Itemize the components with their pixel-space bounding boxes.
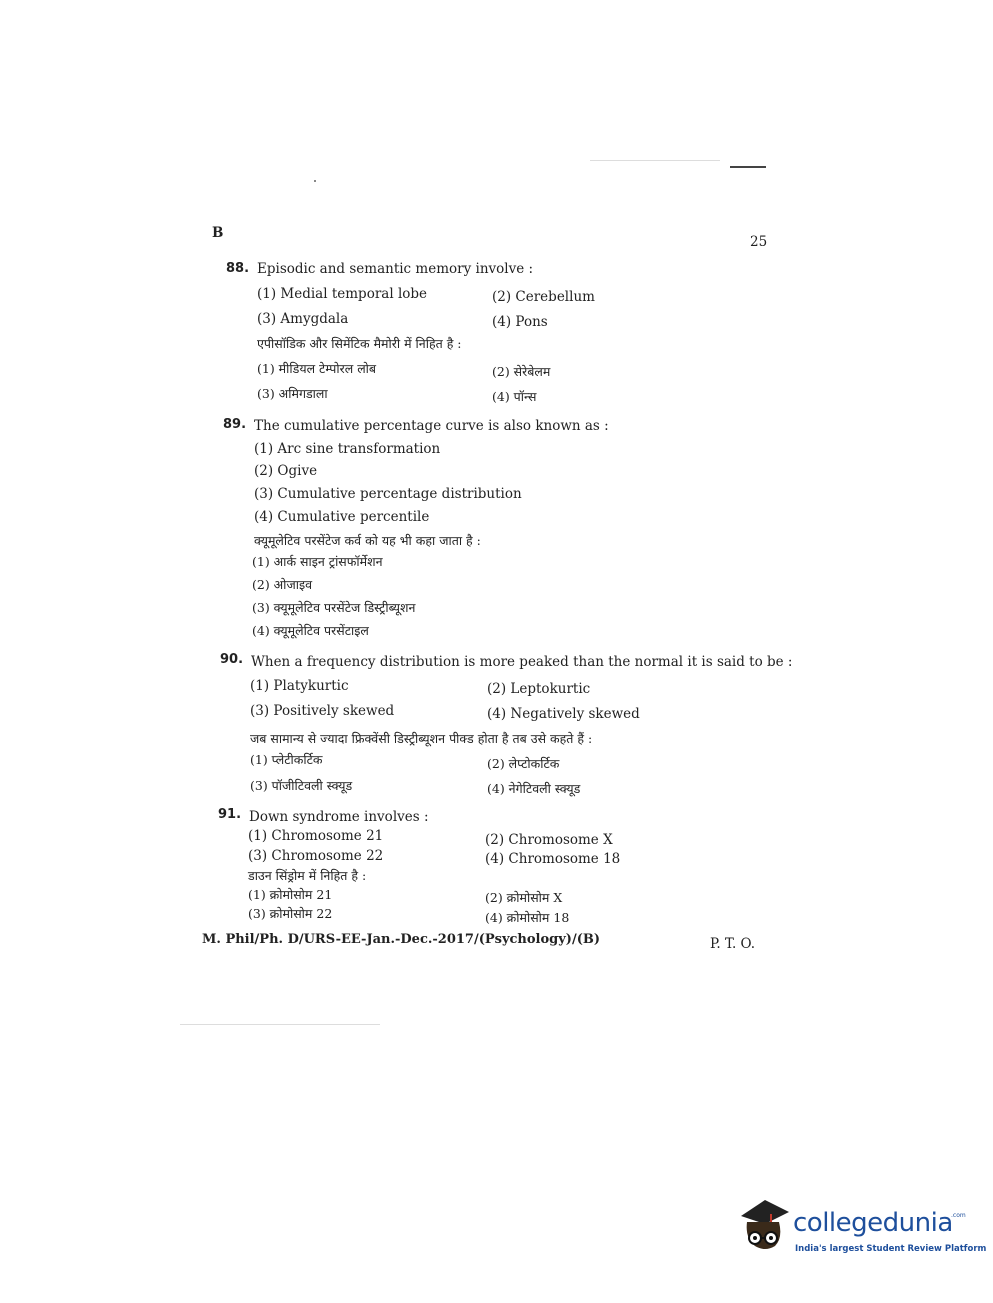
collegedunia-watermark xyxy=(735,1198,987,1268)
option-3-hindi: (3) पॉजीटिवली स्क्यूड xyxy=(250,778,353,793)
option-2: (2) Chromosome X xyxy=(485,832,613,848)
scan-dot xyxy=(314,180,316,182)
option-2-hindi: (2) ओजाइव xyxy=(252,577,313,592)
option-3: (3) Cumulative percentage distribution xyxy=(254,486,522,502)
question-text-hindi: डाउन सिंड्रोम में निहित है : xyxy=(248,868,367,883)
question-number: 89. xyxy=(223,417,247,432)
option-2-hindi: (2) क्रोमोसोम X xyxy=(485,890,563,905)
option-1: (1) Platykurtic xyxy=(250,678,349,694)
option-1: (1) Arc sine transformation xyxy=(254,441,441,457)
exam-code: M. Phil/Ph. D/URS-EE-Jan.-Dec.-2017/(Psychology)/(B) xyxy=(202,932,600,947)
question-text: Down syndrome involves : xyxy=(249,809,429,825)
bottom-faint-line xyxy=(180,1024,380,1025)
option-4-hindi: (4) क्रोमोसोम 18 xyxy=(485,910,570,925)
option-2: (2) Cerebellum xyxy=(492,289,595,305)
option-1-hindi: (1) क्रोमोसोम 21 xyxy=(248,887,333,902)
option-4: (4) Chromosome 18 xyxy=(485,851,621,867)
option-3-hindi: (3) अमिगडाला xyxy=(257,386,328,401)
brand-suffix: .com xyxy=(951,1212,966,1219)
set-letter: B xyxy=(212,225,224,241)
option-2-hindi: (2) सेरेबेलम xyxy=(492,364,551,379)
question-number: 90. xyxy=(220,652,244,667)
option-1-hindi: (1) प्लेटीकर्टिक xyxy=(250,752,323,767)
question-text-hindi: एपीसॉडिक और सिमेंटिक मैमोरी में निहित है : xyxy=(257,336,462,351)
question-text: The cumulative percentage curve is also known as : xyxy=(254,418,609,434)
option-2: (2) Ogive xyxy=(254,463,318,479)
option-1: (1) Medial temporal lobe xyxy=(257,286,428,302)
option-4: (4) Cumulative percentile xyxy=(254,509,430,525)
question-number: 91. xyxy=(218,807,242,822)
option-2-hindi: (2) लेप्टोकर्टिक xyxy=(487,756,560,771)
option-1-hindi: (1) आर्क साइन ट्रांसफॉर्मेशन xyxy=(252,554,383,569)
option-3-hindi: (3) क्यूमूलेटिव परसेंटेज डिस्ट्रीब्यूशन xyxy=(252,600,416,615)
question-text-hindi: जब सामान्य से ज्यादा फ्रिक्वेंसी डिस्ट्रीब्यूशन पीक्ड होता है तब उसे कहते हैं : xyxy=(250,731,593,746)
option-4: (4) Pons xyxy=(492,314,548,330)
option-3-hindi: (3) क्रोमोसोम 22 xyxy=(248,906,333,921)
question-text: When a frequency distribution is more peaked than the normal it is said to be : xyxy=(251,654,793,670)
pto-label: P. T. O. xyxy=(710,936,756,952)
question-text: Episodic and semantic memory involve : xyxy=(257,261,534,277)
question-number: 88. xyxy=(226,261,250,276)
brand-name: collegedunia xyxy=(793,1208,953,1238)
option-1-hindi: (1) मीडियल टेम्पोरल लोब xyxy=(257,361,377,376)
brand-tagline: India's largest Student Review Platform xyxy=(795,1244,987,1254)
mascot-icon xyxy=(735,1198,793,1258)
option-3: (3) Chromosome 22 xyxy=(248,848,384,864)
page-number: 25 xyxy=(750,234,768,250)
question-text-hindi: क्यूमूलेटिव परसेंटेज कर्व को यह भी कहा जाता है : xyxy=(254,533,481,548)
top-faint-line xyxy=(590,160,720,161)
option-4-hindi: (4) पॉन्स xyxy=(492,389,537,404)
option-4: (4) Negatively skewed xyxy=(487,706,640,722)
option-2: (2) Leptokurtic xyxy=(487,681,591,697)
option-1: (1) Chromosome 21 xyxy=(248,828,384,844)
top-rule xyxy=(730,166,766,168)
option-3: (3) Amygdala xyxy=(257,311,349,327)
option-3: (3) Positively skewed xyxy=(250,703,395,719)
option-4-hindi: (4) क्यूमूलेटिव परसेंटाइल xyxy=(252,623,369,638)
option-4-hindi: (4) नेगेटिवली स्क्यूड xyxy=(487,781,581,796)
